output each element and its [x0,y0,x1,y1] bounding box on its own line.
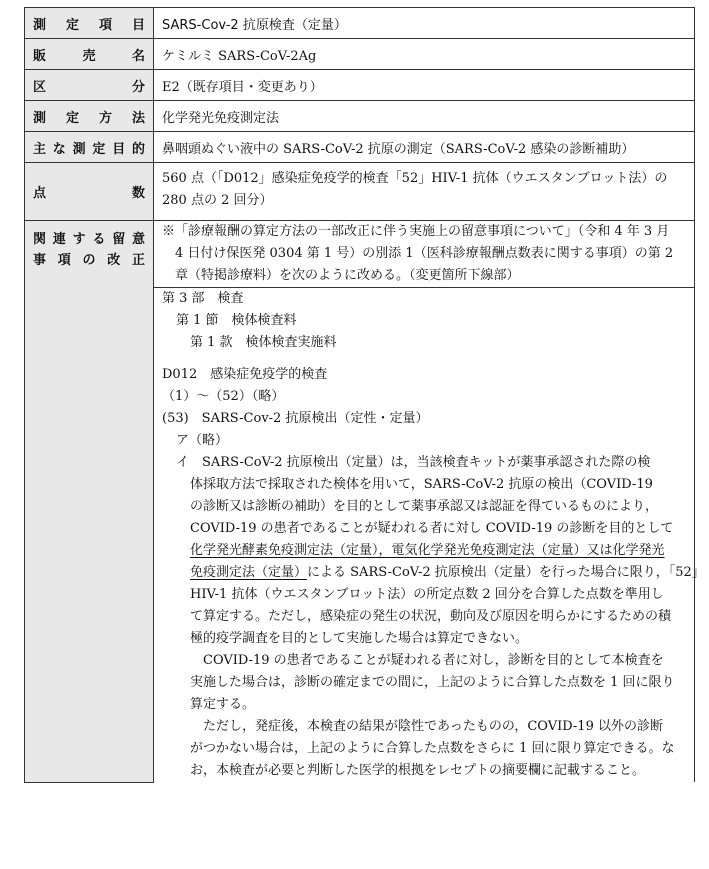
label-char: 測 [33,110,47,126]
note-line: ※「診療報酬の算定方法の一部改正に伴う実施上の留意事項について」（令和 4 年 3 月 [162,224,670,239]
label-char: 点 [33,186,47,201]
underlined-text: 免疫測定法（定量） [190,565,308,580]
label-points [25,163,154,221]
value-product-name: ケミルミ SARS-CoV-2Ag [154,39,695,70]
subsection-heading: 第 1 款 検体検査実施料 [190,335,337,350]
item-53: (53) SARS-Cov-2 抗原検出（定性・定量） [162,411,429,426]
label-char: 測 [33,17,47,33]
label-char: 項 [57,253,71,268]
row-category [25,70,695,101]
label-char: 定 [65,110,79,126]
label-char: 改 [107,253,121,268]
label-char: 販 [33,48,47,64]
label-char: 数 [131,186,145,201]
label-method [25,101,154,132]
note-line: 章（特掲診療料）を次のように改める。（変更箇所下線部） [175,268,520,283]
label-char: 名 [131,48,145,64]
note-line: 4 日付け保医発 0304 第 1 号）の別添 1（医科診療報酬点数表に関する事項）の第 2 [175,246,674,261]
subitem-i-line: の診断又は診断の補助）を目的として薬事承認又は認証を得ているものにより， [190,499,659,514]
label-char: 方 [98,110,112,126]
label-char: 定 [65,17,79,33]
subitem-i-line: イ SARS-CoV-2 抗原検出（定量）は，当該検査キットが薬事承認された際の検 [176,455,651,470]
label-char: 分 [131,79,145,95]
underlined-text: 化学発光酵素免疫測定法（定量），電気化学発光免疫測定法（定量）又は化学発光 [190,543,665,558]
points-line: 560 点（「D012」感染症免疫学的検査「52」HIV-1 抗体（ウエスタンブロット法）の [162,171,668,186]
value-points [154,163,695,221]
paragraph-line: お，本検査が必要と判断した医学的根拠をレセプトの摘要欄に記載すること。 [190,763,646,778]
item-heading: D012 感染症免疫学的検査 [162,367,328,382]
paragraph-line: 実施した場合は，診断の確定までの間に，上記のように合算した点数を 1 回に限り [190,675,675,690]
label-product-name [25,39,154,70]
row-points [25,163,695,221]
value-test-item: SARS-Cov-2 抗原検査（定量） [154,8,695,39]
label-char: 主 [33,141,47,157]
label-revision [25,221,154,783]
revision-note [154,221,695,288]
label-char: 関 [33,232,47,247]
label-char: 定 [92,141,106,157]
document [24,7,705,783]
row-method [25,101,695,132]
label-char: 売 [82,48,96,64]
label-char: 連 [52,232,66,247]
subitem-a: ア（略） [176,433,229,448]
value-method: 化学発光免疫測定法 [154,101,695,132]
paragraph-line: ただし，発症後，本検査の結果が陰性であったものの，COVID-19 以外の診断 [190,719,663,734]
label-char: の [82,253,96,268]
label-char: 測 [72,141,86,157]
subitem-i-line: 体採取方法で採取された検体を用いて，SARS-CoV-2 抗原の検出（COVID-19 [190,477,653,492]
label-char: 留 [112,232,126,247]
label-char: る [92,232,106,247]
row-product-name [25,39,695,70]
subitem-i-text: による SARS-CoV-2 抗原検出（定量）を行った場合に限り，「52」 [307,565,705,580]
subitem-i-line: HIV-1 抗体（ウエスタンブロット法）の所定点数 2 回分を合算した点数を準用し [190,587,664,602]
label-char: 事 [33,253,47,268]
part-heading: 第 3 部 検査 [162,291,244,306]
info-table [24,7,705,783]
label-purpose [25,132,154,163]
label-char: 的 [131,141,145,157]
subitem-i-line: COVID-19 の患者であることが疑われる者に対し COVID-19 の診断を目的として [190,521,674,536]
label-char: 目 [131,17,145,33]
range-line: （1）～（52）（略） [162,389,285,404]
subitem-i-line [162,540,686,562]
subitem-i-line [162,562,705,584]
value-purpose: 鼻咽頭ぬぐい液中の SARS-CoV-2 抗原の測定（SARS-CoV-2 感染の診断補助） [154,132,695,163]
subitem-i-line: 極的疫学調査を目的として実施した場合は算定できない。 [190,631,529,646]
row-revision-note [25,221,695,288]
paragraph-line: がつかない場合は，上記のように合算した点数をさらに 1 回に限り算定できる。な [190,741,675,756]
row-purpose [25,132,695,163]
paragraph-line: 算定する。 [190,697,256,712]
label-char: 区 [33,79,47,95]
label-char: 意 [131,232,145,247]
section-heading: 第 1 節 検体検査料 [176,313,297,328]
label-char: 項 [98,17,112,33]
value-category: E2（既存項目・変更あり） [154,70,695,101]
row-test-item [25,8,695,39]
label-char: 正 [131,253,145,268]
label-char: 法 [131,110,145,126]
subitem-i-line: て算定する。ただし，感染症の発生の状況，動向及び原因を明らかにするための積 [190,609,672,624]
points-line: 280 点の 2 回分） [162,193,273,208]
label-test-item [25,8,154,39]
label-char: す [72,232,86,247]
label-char: 目 [112,141,126,157]
label-char: な [52,141,66,157]
revision-body [154,288,705,783]
label-category [25,70,154,101]
paragraph-line: COVID-19 の患者であることが疑われる者に対し，診断を目的として本検査を [190,653,664,668]
